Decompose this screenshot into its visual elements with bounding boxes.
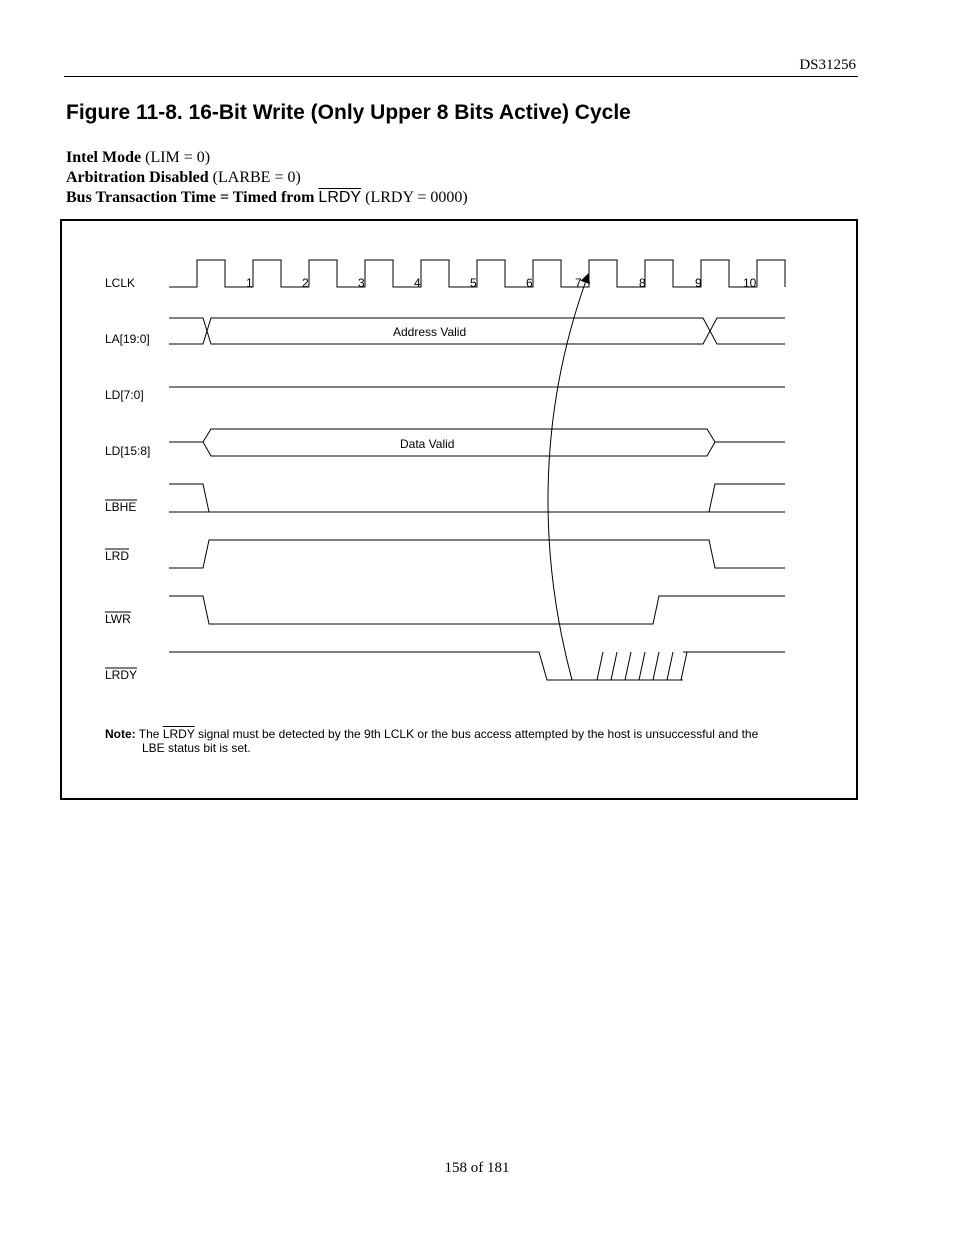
condition-3-lrdy: LRDY [318,189,362,206]
signal-label-la: LA[19:0] [105,332,150,346]
la-bus-waveform [169,318,785,344]
signal-label-lbhe: LBHE [105,500,137,514]
data-valid-label: Data Valid [400,437,455,451]
condition-3-rest: (LRDY = 0000) [361,189,468,206]
lrdy-waveform [169,652,785,680]
signal-label-lrdy: LRDY [105,668,138,682]
condition-1-bold: Intel Mode [66,149,142,166]
note-signal: LRDY [162,727,195,741]
clock-numbers [246,276,757,290]
clock-number-9: 9 [695,276,702,290]
clock-number-7: 7 [575,276,582,290]
note-continuation: LBE status bit is set. [142,741,251,755]
clock-number-6: 6 [526,276,533,290]
clock-number-5: 5 [470,276,477,290]
clock-number-4: 4 [414,276,421,290]
clock-number-3: 3 [358,276,365,290]
signal-labels [105,276,150,682]
note-label: Note: [105,727,136,741]
lrd-waveform [169,540,785,568]
clock-number-2: 2 [302,276,309,290]
address-valid-label: Address Valid [393,325,467,339]
condition-1-rest: (LIM = 0) [141,149,211,166]
signal-label-ld-low: LD[7:0] [105,388,144,402]
signal-label-lwr: LWR [105,612,131,626]
page-number: 158 of 181 [444,1160,510,1176]
lrdy-to-clock-arrow [548,275,588,680]
condition-2-bold: Arbitration Disabled [66,169,209,186]
clock-number-8: 8 [639,276,646,290]
lclk-waveform [169,260,785,287]
figure-note [105,727,795,755]
signal-label-ld-high: LD[15:8] [105,444,151,458]
lbhe-waveform [169,484,785,512]
doc-id: DS31256 [799,57,856,73]
condition-2-rest: (LARBE = 0) [208,169,301,186]
clock-number-1: 1 [246,276,253,290]
signal-label-lrd: LRD [105,549,130,563]
lwr-waveform [169,596,785,624]
note-pre: The [135,727,163,741]
condition-3-bold: Bus Transaction Time = Timed from [66,189,315,206]
note-text: signal must be detected by the 9th LCLK or the bus access attempted by the host is unsuccessful and the [194,727,759,741]
clock-number-10: 10 [743,276,757,290]
signal-label-lclk: LCLK [105,276,136,290]
ld-high-data-valid [203,429,715,456]
figure-title: Figure 11-8. 16-Bit Write (Only Upper 8 Bits Active) Cycle [66,101,631,124]
